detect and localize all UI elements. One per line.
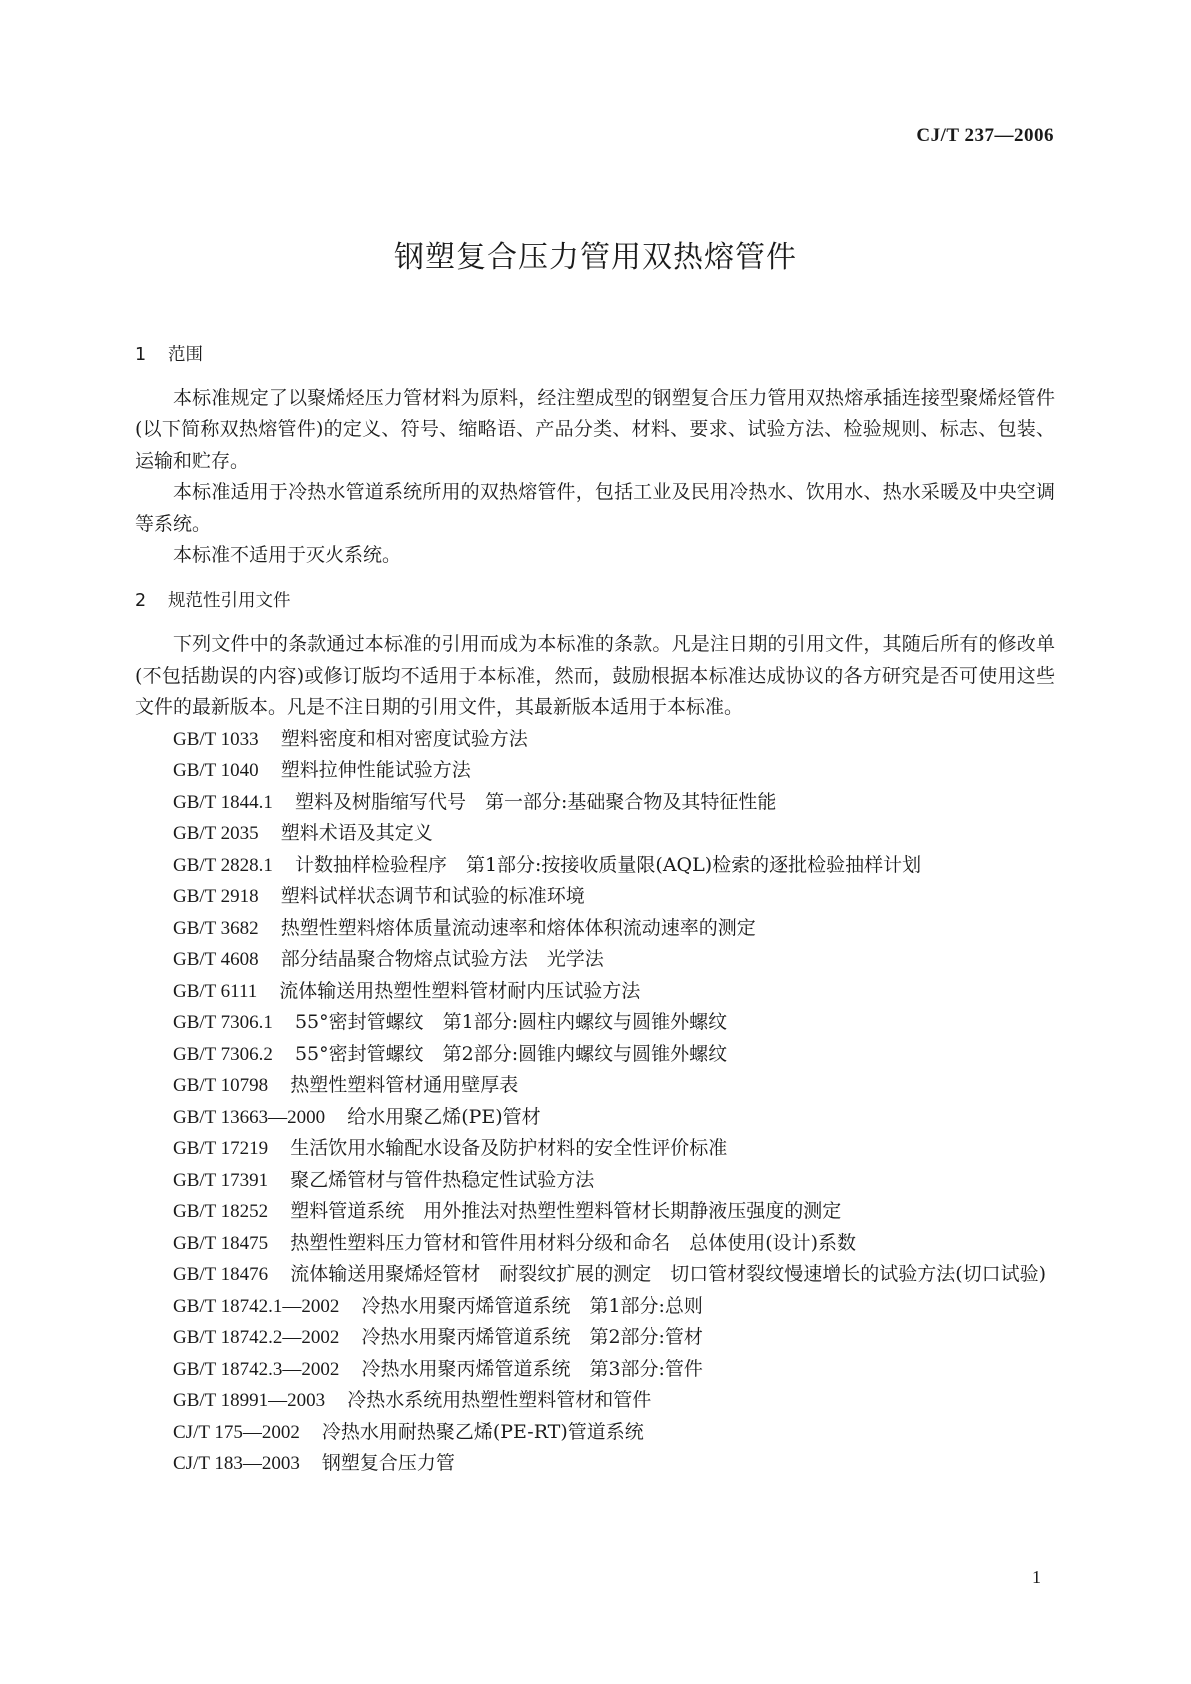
reference-title: 冷热水用聚丙烯管道系统 第1部分:总则 [361, 1294, 703, 1317]
document-body [135, 340, 1055, 1480]
reference-code: GB/T 13663—2000 [173, 1106, 326, 1128]
reference-title: 冷热水用聚丙烯管道系统 第3部分:管件 [361, 1357, 703, 1380]
reference-title: 流体输送用聚烯烃管材 耐裂纹扩展的测定 切口管材裂纹慢速增长的试验方法(切口试验) [290, 1263, 1047, 1285]
reference-title: 部分结晶聚合物熔点试验方法 光学法 [280, 948, 604, 970]
document-title: 钢塑复合压力管用双热熔管件 [394, 240, 797, 275]
reference-title: 给水用聚乙烯(PE)管材 [347, 1105, 541, 1128]
reference-item [135, 1165, 1055, 1197]
reference-item [135, 1417, 1055, 1449]
paragraph: 本标准不适用于灭火系统。 [173, 544, 402, 566]
reference-item [135, 913, 1055, 945]
reference-title: 塑料术语及其定义 [280, 822, 433, 844]
standard-code: CJ/T 237—2006 [916, 125, 1054, 146]
reference-code: GB/T 7306.2 [173, 1043, 273, 1065]
reference-code: GB/T 1033 [173, 728, 259, 750]
reference-code: GB/T 4608 [173, 949, 259, 970]
section-title: 范围 [168, 345, 203, 365]
reference-code: GB/T 1844.1 [173, 791, 273, 813]
reference-title: 冷热水用聚丙烯管道系统 第2部分:管材 [361, 1326, 703, 1348]
reference-title: 流体输送用热塑性塑料管材耐内压试验方法 [279, 979, 641, 1002]
reference-item [135, 881, 1055, 913]
reference-title: 塑料拉伸性能试验方法 [280, 759, 471, 781]
reference-code: GB/T 18475 [173, 1232, 269, 1254]
reference-item [135, 1322, 1055, 1354]
reference-code: GB/T 18742.2—2002 [173, 1327, 340, 1348]
reference-item [135, 1448, 1055, 1480]
reference-title: 聚乙烯管材与管件热稳定性试验方法 [290, 1168, 595, 1191]
paragraph: 下列文件中的条款通过本标准的引用而成为本标准的条款。凡是注日期的引用文件，其随后所有的修改单(不包括勘误的内容)或修订版均不适用于本标准，然而，鼓励根据本标准达成协议的各方研究是否可使用这些文件的最新版本。凡是不注日期的引用文件，其最新版本适用于本标准。 [135, 633, 1055, 718]
reference-title: 生活饮用水输配水设备及防护材料的安全性评价标准 [290, 1137, 728, 1159]
reference-title: 塑料试样状态调节和试验的标准环境 [280, 885, 585, 907]
reference-title: 冷热水用耐热聚乙烯(PE-RT)管道系统 [321, 1420, 644, 1443]
reference-item [135, 724, 1055, 756]
page-number: 1 [1032, 1567, 1041, 1587]
reference-item [135, 1354, 1055, 1386]
section-title: 规范性引用文件 [168, 590, 291, 611]
reference-title: 钢塑复合压力管 [321, 1452, 455, 1474]
reference-item [135, 1228, 1055, 1260]
reference-title: 热塑性塑料管材通用壁厚表 [290, 1074, 519, 1096]
section-heading [135, 586, 1055, 618]
reference-item [135, 1385, 1055, 1417]
reference-item [135, 1102, 1055, 1134]
reference-item [135, 944, 1055, 976]
reference-item [135, 755, 1055, 787]
reference-title: 55°密封管螺纹 第2部分:圆锥内螺纹与圆锥外螺纹 [294, 1042, 728, 1065]
paragraph: 本标准规定了以聚烯烃压力管材料为原料，经注塑成型的钢塑复合压力管用双热熔承插连接型聚烯烃管件(以下简称双热熔管件)的定义、符号、缩略语、产品分类、材料、要求、试验方法、检验规则、标志、包装、运输和贮存。 [135, 386, 1055, 472]
reference-code: GB/T 17391 [173, 1169, 269, 1191]
reference-code: GB/T 1040 [173, 760, 259, 781]
reference-code: CJ/T 183—2003 [173, 1453, 300, 1474]
reference-item [135, 850, 1055, 882]
reference-code: GB/T 7306.1 [173, 1012, 273, 1033]
reference-item [135, 976, 1055, 1008]
reference-code: GB/T 3682 [173, 917, 259, 939]
reference-code: GB/T 18742.1—2002 [173, 1295, 340, 1317]
reference-item [135, 1133, 1055, 1165]
reference-title: 塑料管道系统 用外推法对热塑性塑料管材长期静液压强度的测定 [290, 1200, 842, 1222]
reference-title: 计数抽样检验程序 第1部分:按接收质量限(AQL)检索的逐批检验抽样计划 [294, 853, 922, 876]
section-number: 1 [135, 345, 147, 365]
reference-code: GB/T 18252 [173, 1201, 269, 1222]
reference-code: GB/T 17219 [173, 1138, 269, 1159]
reference-title: 热塑性塑料压力管材和管件用材料分级和命名 总体使用(设计)系数 [290, 1231, 857, 1254]
reference-item [135, 818, 1055, 850]
section-number: 2 [135, 590, 147, 611]
section-heading [135, 340, 1055, 372]
reference-title: 55°密封管螺纹 第1部分:圆柱内螺纹与圆锥外螺纹 [294, 1011, 728, 1033]
reference-item [135, 787, 1055, 819]
reference-code: GB/T 18476 [173, 1264, 269, 1285]
reference-code: GB/T 2918 [173, 886, 259, 907]
reference-code: GB/T 6111 [173, 980, 258, 1002]
reference-item [135, 1070, 1055, 1102]
reference-item [135, 1196, 1055, 1228]
reference-code: GB/T 2828.1 [173, 854, 273, 876]
reference-code: GB/T 2035 [173, 823, 259, 844]
reference-title: 冷热水系统用热塑性塑料管材和管件 [347, 1389, 652, 1411]
reference-item [135, 1259, 1055, 1291]
reference-item [135, 1291, 1055, 1323]
reference-item [135, 1039, 1055, 1071]
reference-list [135, 724, 1055, 1480]
reference-code: GB/T 18991—2003 [173, 1390, 326, 1411]
reference-title: 塑料密度和相对密度试验方法 [280, 727, 528, 750]
reference-code: CJ/T 175—2002 [173, 1421, 300, 1443]
reference-code: GB/T 10798 [173, 1075, 269, 1096]
paragraph: 本标准适用于冷热水管道系统所用的双热熔管件，包括工业及民用冷热水、饮用水、热水采暖及中央空调等系统。 [135, 481, 1055, 535]
reference-title: 热塑性塑料熔体质量流动速率和熔体体积流动速率的测定 [280, 916, 756, 939]
reference-item [135, 1007, 1055, 1039]
reference-code: GB/T 18742.3—2002 [173, 1358, 340, 1380]
reference-title: 塑料及树脂缩写代号 第一部分:基础聚合物及其特征性能 [294, 790, 777, 813]
